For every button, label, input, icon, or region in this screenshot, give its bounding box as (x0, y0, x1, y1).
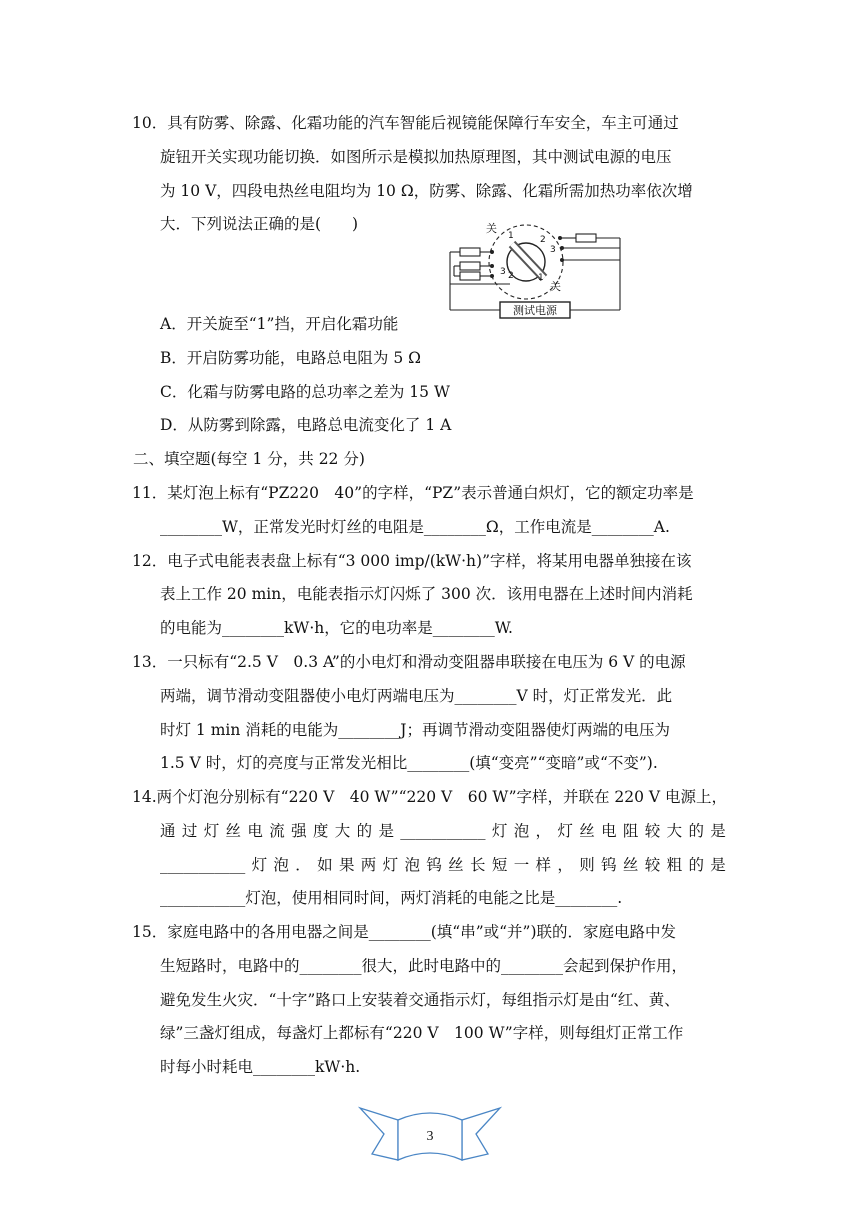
q14-line-1: 14.两个灯泡分别标有“220 V 40 W”“220 V 60 W”字样，并联在 220 V 电源上， (132, 788, 728, 806)
test-power-source-label: 测试电源 (513, 304, 557, 317)
q14-line-2: 通 过 灯 丝 电 流 强 度 大 的 是 ___________ 灯 泡 ， 灯 丝 电 阻 较 大 的 是 (160, 822, 726, 840)
q15-line-2: 生短路时，电路中的________很大，此时电路中的________会起到保护作用， (160, 957, 688, 975)
label-off-top: 关 (486, 222, 497, 235)
label-off-bottom: 关 (550, 280, 561, 293)
terminal-dot (560, 246, 564, 250)
heating-circuit-diagram (440, 218, 630, 322)
q10-line-1: 10．具有防雾、除露、化霜功能的汽车智能后视镜能保障行车安全，车主可通过 (132, 114, 679, 132)
q10-option-d: D．从防雾到除露，电路总电流变化了 1 A (160, 416, 452, 434)
q10-option-c: C．化霜与防雾电路的总功率之差为 15 W (160, 383, 450, 401)
q10-line-2: 旋钮开关实现功能切换．如图所示是模拟加热原理图，其中测试电源的电压 (160, 148, 672, 166)
page-number: 3 (426, 1129, 434, 1144)
position-label-1b: 1 (508, 231, 514, 241)
q11-line-1: 11．某灯泡上标有“PZ220 40”的字样，“PZ”表示普通白炽灯，它的额定功率是 (132, 484, 694, 502)
position-label-2: 2 (540, 235, 546, 245)
position-label-1: 1 (538, 273, 544, 283)
q15-line-1: 15．家庭电路中的各用电器之间是________(填“串”或“并”)联的．家庭电路中发 (132, 923, 677, 941)
q13-line-1: 13．一只标有“2.5 V 0.3 A”的小电灯和滑动变阻器串联接在电压为 6 V 的电源 (132, 653, 686, 671)
q10-option-a: A．开关旋至“1”挡，开启化霜功能 (160, 315, 399, 333)
heating-resistor-r3 (460, 262, 480, 270)
position-label-2b: 2 (508, 271, 514, 281)
position-label-3b: 3 (500, 267, 506, 277)
q15-line-3: 避免发生火灾．“十字”路口上安装着交通指示灯，每组指示灯是由“红、黄、 (160, 991, 680, 1009)
section-2-heading: 二、填空题(每空 1 分，共 22 分) (133, 450, 365, 468)
q13-line-3: 时灯 1 min 消耗的电能为________J；再调节滑动变阻器使灯两端的电压为 (160, 721, 670, 739)
q11-line-2: ________W，正常发光时灯丝的电阻是________Ω，工作电流是________A. (160, 518, 670, 536)
ribbon-right-tail (462, 1108, 500, 1160)
q10-option-b: B．开启防雾功能，电路总电阻为 5 Ω (160, 349, 421, 367)
heating-resistor-r1 (576, 234, 596, 242)
q12-line-2: 表上工作 20 min，电能表指示灯闪烁了 300 次．该用电器在上述时间内消耗 (160, 585, 693, 603)
heating-resistor-r2 (460, 248, 480, 256)
q10-line-4: 大．下列说法正确的是( ) (160, 215, 359, 233)
q13-line-4: 1.5 V 时，灯的亮度与正常发光相比________(填“变亮”“变暗”或“不变”). (160, 754, 658, 772)
position-label-3: 3 (550, 245, 556, 255)
ribbon-left-tail (360, 1108, 398, 1160)
terminal-dot (490, 250, 494, 254)
q13-line-2: 两端，调节滑动变阻器使小电灯两端电压为________V 时，灯正常发光．此 (160, 687, 673, 705)
q15-line-5: 时每小时耗电________kW·h. (160, 1058, 361, 1076)
q14-line-4: ___________灯泡，使用相同时间，两灯消耗的电能之比是________. (160, 889, 623, 907)
q14-line-3: ___________ 灯 泡 ． 如 果 两 灯 泡 钨 丝 长 短 一 样 ， 则 钨 丝 较 粗 的 是 (160, 856, 726, 874)
terminal-dot (490, 274, 494, 278)
q15-line-4: 绿”三盏灯组成，每盏灯上都标有“220 V 100 W”字样，则每组灯正常工作 (160, 1024, 684, 1042)
heating-resistor-r4 (460, 272, 480, 280)
terminal-dot (558, 236, 562, 240)
q12-line-1: 12．电子式电能表表盘上标有“3 000 imp/(kW·h)”字样，将某用电器单独接在该 (132, 552, 692, 570)
terminal-dot (560, 258, 564, 262)
q12-line-3: 的电能为________kW·h，它的电功率是________W. (160, 619, 513, 637)
terminal-dot (490, 264, 494, 268)
q10-line-3: 为 10 V，四段电热丝电阻均为 10 Ω，防雾、除露、化霜所需加热功率依次增 (160, 182, 693, 200)
